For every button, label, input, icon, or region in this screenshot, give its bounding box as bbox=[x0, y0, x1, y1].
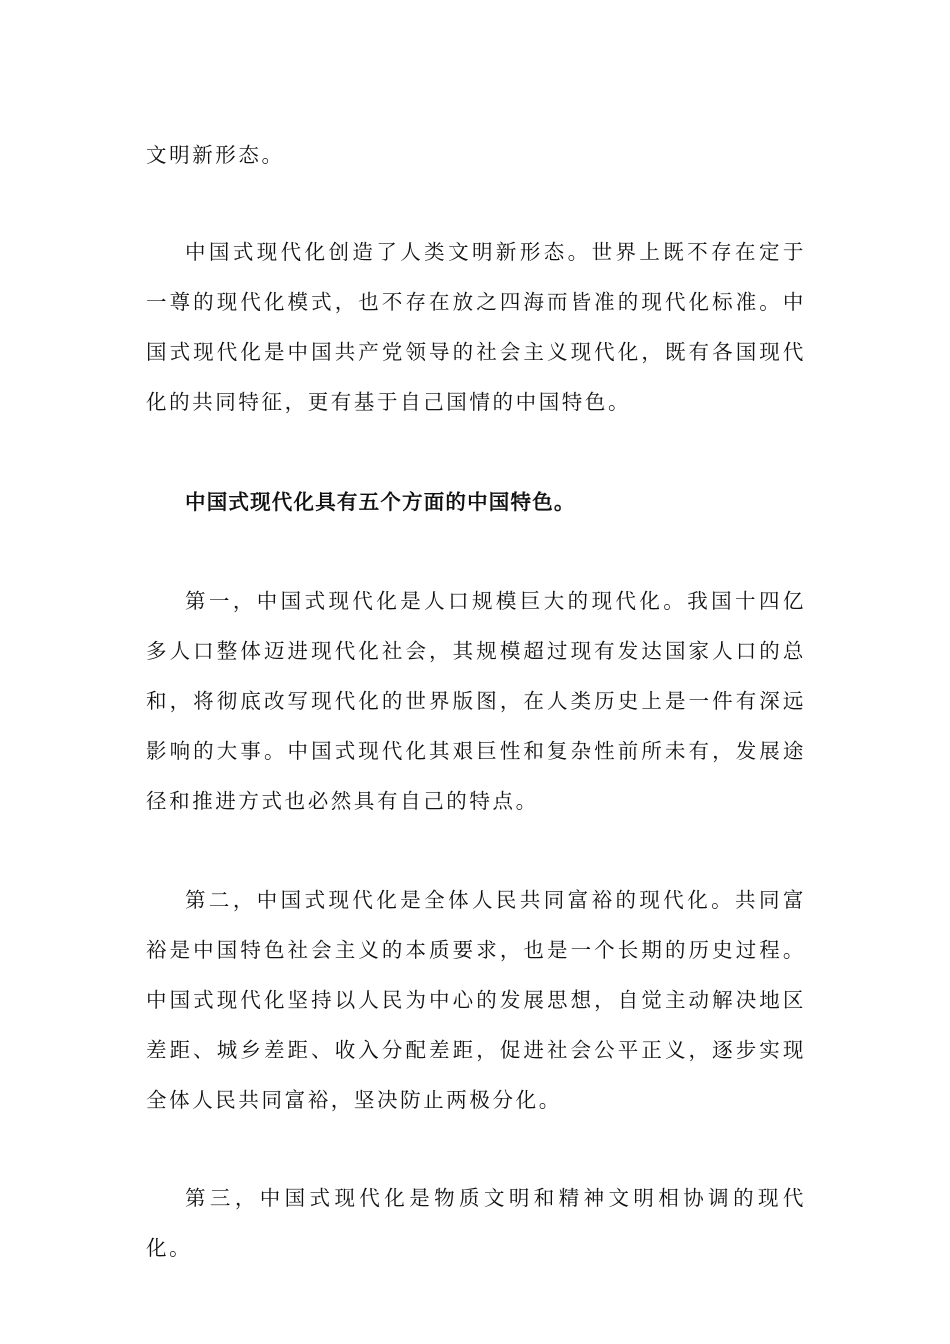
paragraph-second: 第二，中国式现代化是全体人民共同富裕的现代化。共同富裕是中国特色社会主义的本质要求，也是一个长期的历史过程。中国式现代化坚持以人民为中心的发展思想，自觉主动解决地区差距、城乡差距、收入分配差距，促进社会公平正义，逐步实现全体人民共同富裕，坚决防止两极分化。 bbox=[146, 888, 806, 1112]
paragraph-third: 第三，中国式现代化是物质文明和精神文明相协调的现代化。 bbox=[146, 1186, 806, 1260]
section-heading: 中国式现代化具有五个方面的中国特色。 bbox=[185, 490, 576, 514]
paragraph-first: 第一，中国式现代化是人口规模巨大的现代化。我国十四亿多人口整体迈进现代化社会，其规模超过现有发达国家人口的总和，将彻底改写现代化的世界版图，在人类历史上是一件有深远影响的大事。中国式现代化其艰巨性和复杂性前所未有，发展途径和推进方式也必然具有自己的特点。 bbox=[146, 589, 806, 813]
paragraph-civilization: 中国式现代化创造了人类文明新形态。世界上既不存在定于一尊的现代化模式，也不存在放之四海而皆准的现代化标准。中国式现代化是中国共产党领导的社会主义现代化，既有各国现代化的共同特征，更有基于自己国情的中国特色。 bbox=[146, 240, 806, 414]
paragraph-continuation: 文明新形态。 bbox=[146, 143, 285, 167]
